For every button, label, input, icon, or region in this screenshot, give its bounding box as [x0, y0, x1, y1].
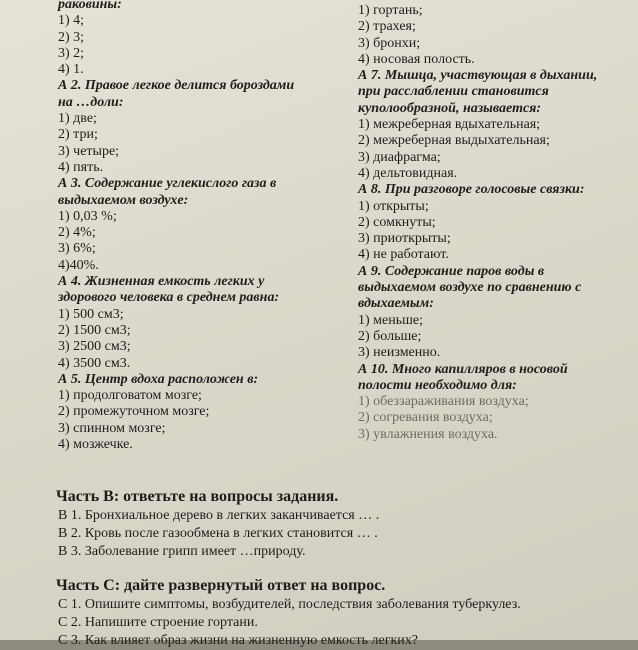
q1-option: 4) 1. [58, 62, 84, 78]
q6-option: 3) бронхи; [358, 35, 421, 51]
q6-option: 4) носовая полость. [358, 51, 475, 67]
q8-title: А 8. При разговоре голосовые связки: [358, 182, 585, 198]
q7-title: А 7. Мышца, участвующая в дыхании, [358, 68, 598, 84]
q2-title: А 2. Правое легкое делится бороздами [58, 78, 295, 94]
q10-option: 1) обеззараживания воздуха; [358, 394, 529, 410]
q3-title: А 3. Содержание углекислого газа в [58, 176, 277, 192]
q5-title: А 5. Центр вдоха расположен в: [58, 371, 259, 387]
q9-option: 2) больше; [358, 328, 422, 344]
q10-option: 3) увлажнения воздуха. [358, 426, 498, 442]
q10-title: А 10. Много капилляров в носовой [358, 361, 568, 377]
q10-option: 2) согревания воздуха; [358, 410, 493, 426]
q4-option: 4) 3500 см3. [58, 355, 131, 371]
q4-title: здорового человека в среднем равна: [58, 290, 280, 306]
q2-option: 4) пять. [58, 159, 104, 175]
q9-title: А 9. Содержание паров воды в [358, 263, 545, 279]
q3-option: 4)40%. [58, 257, 99, 273]
q5-option: 1) продолговатом мозге; [58, 388, 202, 404]
q5-option: 2) промежуточном мозге; [58, 404, 210, 420]
q10-title: полости необходимо для: [358, 377, 517, 393]
bottom-section [56, 488, 626, 648]
q3-option: 3) 6%; [58, 241, 96, 257]
q1-option: 1) 4; [58, 13, 85, 29]
q9-option: 1) меньше; [358, 312, 423, 328]
q4-title: А 4. Жизненная емкость легких у [58, 274, 265, 290]
q2-option: 3) четыре; [58, 143, 120, 159]
q5-option: 3) спинном мозге; [58, 420, 166, 436]
part-c-item: С 3. Как влияет образ жизни на жизненную емкость легких? [58, 633, 418, 648]
part-c-item: С 2. Напишите строение гортани. [58, 615, 258, 630]
q1-option: 3) 2; [58, 45, 85, 61]
q3-option: 2) 4%; [58, 225, 96, 241]
q6-option: 1) гортань; [358, 3, 423, 18]
q9-title: выдыхаемом воздухе по сравнению с [358, 280, 582, 296]
part-c-item: С 1. Опишите симптомы, возбудителей, последствия заболевания туберкулез. [58, 597, 521, 612]
q4-option: 3) 2500 см3; [58, 339, 131, 355]
part-b-title: Часть В: ответьте на вопросы задания. [56, 488, 339, 505]
q9-title: вдыхаемым: [358, 296, 434, 312]
left-column [58, 0, 326, 453]
part-b-item: В 1. Бронхиальное дерево в легких заканчивается … . [58, 508, 380, 523]
q3-title: выдыхаемом воздухе: [58, 192, 189, 208]
q9-option: 3) неизменно. [358, 345, 441, 361]
q7-option: 2) межреберная выдыхательная; [358, 133, 550, 149]
q1-option: 2) 3; [58, 29, 85, 45]
q7-title: куполообразной, называется: [358, 100, 542, 116]
right-column [358, 0, 620, 443]
q8-option: 4) не работают. [358, 247, 449, 263]
part-c-title: Часть С: дайте развернутый ответ на вопрос. [56, 577, 386, 594]
q6-option: 2) трахея; [358, 19, 416, 35]
q7-option: 3) диафрагма; [358, 149, 441, 165]
q4-option: 2) 1500 см3; [58, 322, 131, 338]
part-b-item: В 2. Кровь после газообмена в легких становится … . [58, 526, 378, 541]
q8-option: 1) открыты; [358, 198, 429, 214]
q3-option: 1) 0,03 %; [58, 208, 117, 224]
q7-option: 4) дельтовидная. [358, 165, 458, 181]
q7-title: при расслаблении становится [358, 84, 549, 100]
part-b-item: В 3. Заболевание грипп имеет …природу. [58, 544, 306, 559]
q2-option: 2) три; [58, 127, 98, 143]
q1-title-fragment: раковины: [58, 0, 122, 12]
q8-option: 3) приоткрыты; [358, 231, 451, 247]
q4-option: 1) 500 см3; [58, 306, 124, 322]
q2-title: на …доли: [58, 94, 124, 110]
q5-option: 4) мозжечке. [58, 437, 133, 453]
q7-option: 1) межреберная вдыхательная; [358, 117, 541, 133]
q2-option: 1) две; [58, 111, 97, 127]
q8-option: 2) сомкнуты; [358, 214, 436, 230]
